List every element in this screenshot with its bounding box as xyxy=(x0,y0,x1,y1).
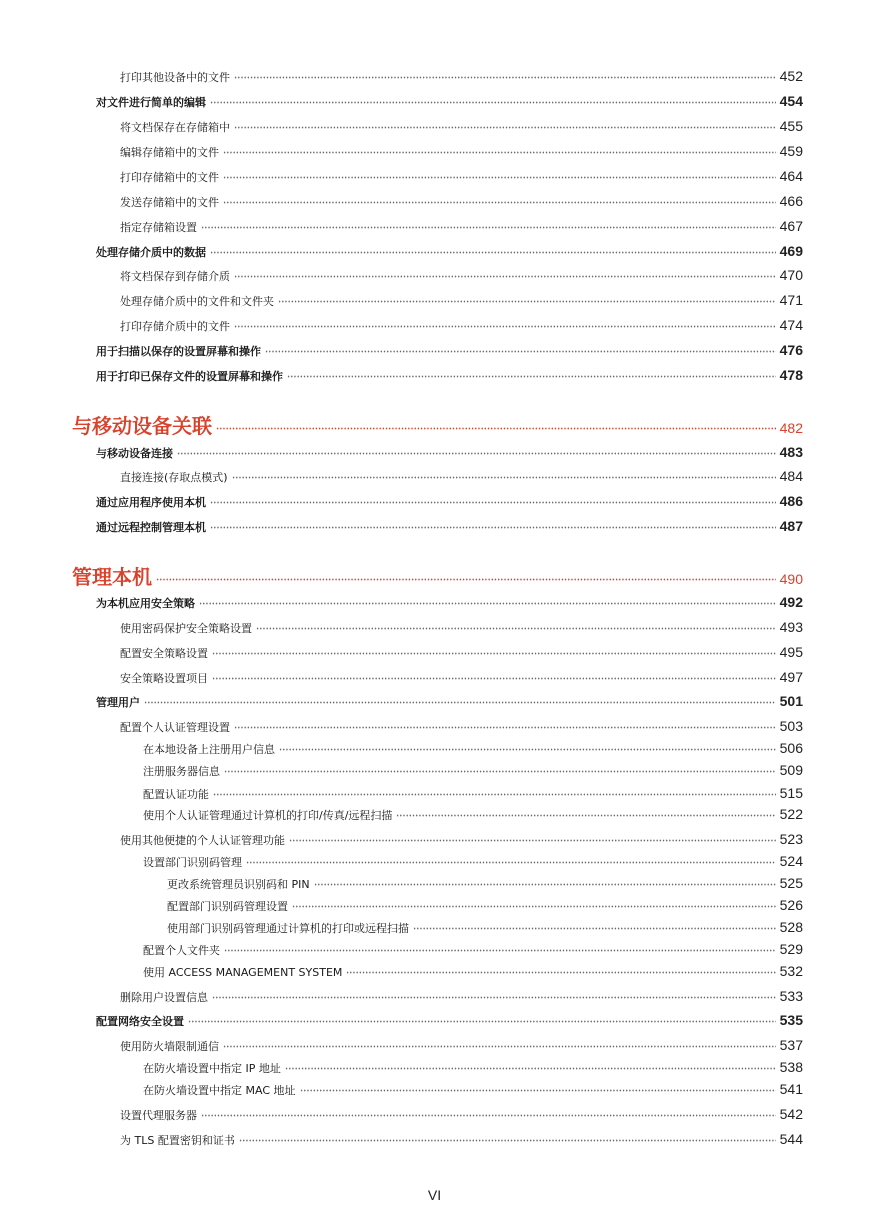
toc-page-number: 537 xyxy=(779,1037,803,1053)
toc-entry-title: 通过应用程序使用本机 xyxy=(96,496,206,509)
toc-page-number: 506 xyxy=(779,740,803,756)
toc-entry[interactable] xyxy=(120,619,803,635)
toc-page-number: 523 xyxy=(779,831,803,847)
toc-page-number: 532 xyxy=(779,963,803,979)
toc-entry[interactable] xyxy=(143,785,803,801)
toc-entry[interactable] xyxy=(120,1106,803,1122)
toc-entry[interactable] xyxy=(96,93,803,109)
dot-leader xyxy=(177,452,776,455)
toc-page-number: 464 xyxy=(779,168,803,184)
toc-page-number: 501 xyxy=(779,693,803,709)
dot-leader xyxy=(223,176,776,179)
toc-chapter-heading[interactable] xyxy=(72,561,803,587)
toc-page-number: 524 xyxy=(779,853,803,869)
dot-leader xyxy=(396,814,775,817)
toc-page-number: 529 xyxy=(779,941,803,957)
toc-entry[interactable] xyxy=(96,518,803,534)
toc-entry-title: 使用部门识别码管理通过计算机的打印或远程扫描 xyxy=(167,922,409,935)
toc-entry-title: 使用其他便捷的个人认证管理功能 xyxy=(120,834,285,847)
toc-entry[interactable] xyxy=(167,897,803,913)
dot-leader xyxy=(223,151,776,154)
toc-entry-title: 对文件进行简单的编辑 xyxy=(96,96,206,109)
toc-entry[interactable] xyxy=(143,963,803,979)
dot-leader xyxy=(234,275,776,278)
dot-leader xyxy=(210,251,776,254)
toc-entry-title: 指定存储箱设置 xyxy=(120,221,197,234)
toc-page-number: 476 xyxy=(779,342,803,358)
toc-entry[interactable] xyxy=(120,718,803,734)
toc-entry-title: 为 TLS 配置密钥和证书 xyxy=(120,1134,235,1147)
toc-page-number: 482 xyxy=(779,420,803,436)
dot-leader xyxy=(234,76,776,79)
toc-entry[interactable] xyxy=(120,1037,803,1053)
dot-leader xyxy=(256,627,776,630)
toc-page-number: 490 xyxy=(779,571,803,587)
toc-entry-title: 直接连接(存取点模式) xyxy=(120,471,228,484)
dot-leader xyxy=(212,996,776,999)
toc-entry-title: 配置网络安全设置 xyxy=(96,1015,184,1028)
dot-leader xyxy=(224,770,776,773)
dot-leader xyxy=(287,375,776,378)
toc-entry-title: 用于打印已保存文件的设置屏幕和操作 xyxy=(96,370,283,383)
dot-leader xyxy=(213,793,776,796)
toc-entry[interactable] xyxy=(120,143,803,159)
toc-entry[interactable] xyxy=(120,468,803,484)
toc-entry-title: 与移动设备连接 xyxy=(96,447,173,460)
toc-entry-title: 打印其他设备中的文件 xyxy=(120,71,230,84)
dot-leader xyxy=(210,526,776,529)
toc-entry-title: 将文档保存到存储介质 xyxy=(120,270,230,283)
toc-page-number: 535 xyxy=(779,1012,803,1028)
toc-entry-title: 配置认证功能 xyxy=(143,788,209,801)
dot-leader xyxy=(223,1045,776,1048)
toc-entry-title: 配置个人认证管理设置 xyxy=(120,721,230,734)
dot-leader xyxy=(346,971,775,974)
toc-entry-title: 使用 ACCESS MANAGEMENT SYSTEM xyxy=(143,966,343,979)
dot-leader xyxy=(212,677,776,680)
toc-entry-title: 使用防火墙限制通信 xyxy=(120,1040,219,1053)
toc-page-number: 483 xyxy=(779,444,803,460)
toc-page-number: 495 xyxy=(779,644,803,660)
dot-leader xyxy=(285,1067,776,1070)
toc-entry[interactable] xyxy=(120,988,803,1004)
toc-entry[interactable] xyxy=(143,1059,803,1075)
toc-page-number: 533 xyxy=(779,988,803,1004)
toc-entry[interactable] xyxy=(96,367,803,383)
toc-entry-title: 设置部门识别码管理 xyxy=(143,856,242,869)
toc-page-number: 470 xyxy=(779,267,803,283)
toc-entry[interactable] xyxy=(120,831,803,847)
toc-entry-title: 打印存储箱中的文件 xyxy=(120,171,219,184)
dot-leader xyxy=(314,883,776,886)
toc-entry[interactable] xyxy=(96,693,803,709)
toc-entry-title: 删除用户设置信息 xyxy=(120,991,208,1004)
toc-page-number: 542 xyxy=(779,1106,803,1122)
toc-entry[interactable] xyxy=(96,444,803,460)
toc-page-number: 471 xyxy=(779,292,803,308)
dot-leader xyxy=(239,1139,776,1142)
toc-page-number: 487 xyxy=(779,518,803,534)
toc-page-number: 497 xyxy=(779,669,803,685)
dot-leader xyxy=(188,1020,776,1023)
toc-page-number: 452 xyxy=(779,68,803,84)
toc-page-number: 503 xyxy=(779,718,803,734)
toc-entry-title: 为本机应用安全策略 xyxy=(96,597,195,610)
toc-entry[interactable] xyxy=(96,493,803,509)
toc-page-number: 469 xyxy=(779,243,803,259)
toc-page-number: 515 xyxy=(779,785,803,801)
toc-entry[interactable] xyxy=(167,875,803,891)
toc-page-number: 478 xyxy=(779,367,803,383)
toc-page-number: 466 xyxy=(779,193,803,209)
toc-entry[interactable] xyxy=(120,1131,803,1147)
toc-entry-title: 在防火墙设置中指定 MAC 地址 xyxy=(143,1084,296,1097)
toc-page-number: 484 xyxy=(779,468,803,484)
dot-leader xyxy=(292,905,776,908)
toc-entry-title: 配置个人文件夹 xyxy=(143,944,220,957)
dot-leader xyxy=(234,726,776,729)
toc-entry-title: 配置部门识别码管理设置 xyxy=(167,900,288,913)
dot-leader xyxy=(289,839,776,842)
toc-entry-title: 安全策略设置项目 xyxy=(120,672,208,685)
toc-entry[interactable] xyxy=(143,941,803,957)
toc-entry-title: 注册服务器信息 xyxy=(143,765,220,778)
toc-page-number: 486 xyxy=(779,493,803,509)
toc-entry-title: 在防火墙设置中指定 IP 地址 xyxy=(143,1062,281,1075)
toc-entry-title: 管理用户 xyxy=(96,696,140,709)
toc-entry[interactable] xyxy=(167,919,803,935)
toc-entry-title: 管理本机 xyxy=(72,565,152,589)
dot-leader xyxy=(234,126,776,129)
toc-page-number: 455 xyxy=(779,118,803,134)
dot-leader xyxy=(413,927,776,930)
toc-chapter-heading[interactable] xyxy=(72,410,803,436)
toc-page-number: 459 xyxy=(779,143,803,159)
dot-leader xyxy=(210,101,776,104)
dot-leader xyxy=(156,578,776,581)
toc-entry[interactable] xyxy=(96,594,803,610)
toc-entry-title: 更改系统管理员识别码和 PIN xyxy=(167,878,310,891)
toc-entry[interactable] xyxy=(143,1081,803,1097)
toc-entry[interactable] xyxy=(143,806,803,822)
toc-page-number: 525 xyxy=(779,875,803,891)
toc-entry[interactable] xyxy=(120,218,803,234)
toc-entry-title: 将文档保存在存储箱中 xyxy=(120,121,230,134)
toc-entry-title: 发送存储箱中的文件 xyxy=(120,196,219,209)
toc-entry-title: 使用密码保护安全策略设置 xyxy=(120,622,252,635)
toc-page-number: 538 xyxy=(779,1059,803,1075)
dot-leader xyxy=(232,476,776,479)
dot-leader xyxy=(210,501,776,504)
toc-entry[interactable] xyxy=(96,243,803,259)
toc-entry-title: 打印存储介质中的文件 xyxy=(120,320,230,333)
toc-page-number: 474 xyxy=(779,317,803,333)
toc-entry-title: 在本地设备上注册用户信息 xyxy=(143,743,275,756)
toc-page-number: 509 xyxy=(779,762,803,778)
toc-entry-title: 通过远程控制管理本机 xyxy=(96,521,206,534)
toc-page-number: 528 xyxy=(779,919,803,935)
toc-entry-title: 编辑存储箱中的文件 xyxy=(120,146,219,159)
toc-page-number: 492 xyxy=(779,594,803,610)
dot-leader xyxy=(224,949,776,952)
dot-leader xyxy=(234,325,776,328)
toc-entry-title: 处理存储介质中的数据 xyxy=(96,246,206,259)
dot-leader xyxy=(212,652,776,655)
dot-leader xyxy=(199,602,776,605)
toc-entry[interactable] xyxy=(120,317,803,333)
toc-page-number: 493 xyxy=(779,619,803,635)
dot-leader xyxy=(223,201,776,204)
dot-leader xyxy=(246,861,776,864)
toc-entry[interactable] xyxy=(120,669,803,685)
toc-entry-title: 使用个人认证管理通过计算机的打印/传真/远程扫描 xyxy=(143,809,393,822)
toc-page-number: 522 xyxy=(779,806,803,822)
toc-page-number: 544 xyxy=(779,1131,803,1147)
page-number: VI xyxy=(427,1187,442,1203)
dot-leader xyxy=(278,300,776,303)
toc-entry[interactable] xyxy=(96,1012,803,1028)
toc-entry[interactable] xyxy=(120,168,803,184)
toc-entry[interactable] xyxy=(120,644,803,660)
toc-entry-title: 配置安全策略设置 xyxy=(120,647,208,660)
toc-entry-title: 设置代理服务器 xyxy=(120,1109,197,1122)
toc-entry[interactable] xyxy=(120,292,803,308)
toc-entry-title: 用于扫描以保存的设置屏幕和操作 xyxy=(96,345,261,358)
toc-entry-title: 处理存储介质中的文件和文件夹 xyxy=(120,295,274,308)
dot-leader xyxy=(300,1089,776,1092)
dot-leader xyxy=(201,226,776,229)
toc-page-number: 526 xyxy=(779,897,803,913)
toc-entry[interactable] xyxy=(143,740,803,756)
dot-leader xyxy=(265,350,776,353)
toc-page-number: 454 xyxy=(779,93,803,109)
toc-page-number: 467 xyxy=(779,218,803,234)
dot-leader xyxy=(216,427,776,430)
toc-entry-title: 与移动设备关联 xyxy=(72,414,212,438)
dot-leader xyxy=(201,1114,776,1117)
toc-entry[interactable] xyxy=(120,267,803,283)
toc-page-number: 541 xyxy=(779,1081,803,1097)
toc-entry[interactable] xyxy=(120,118,803,134)
toc-entry[interactable] xyxy=(96,342,803,358)
toc-entry[interactable] xyxy=(120,68,803,84)
toc-entry[interactable] xyxy=(120,193,803,209)
toc-entry[interactable] xyxy=(143,762,803,778)
dot-leader xyxy=(144,701,776,704)
toc-entry[interactable] xyxy=(143,853,803,869)
dot-leader xyxy=(279,748,776,751)
